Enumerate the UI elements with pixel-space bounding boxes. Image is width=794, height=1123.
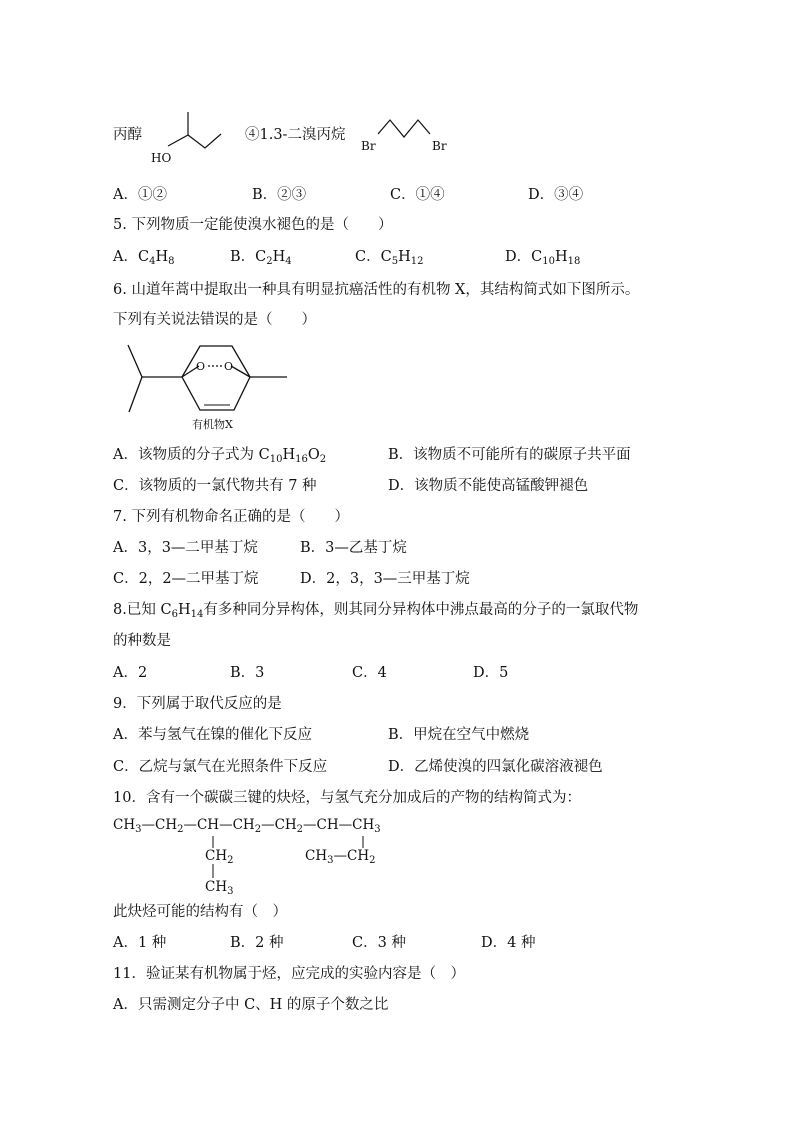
q5-option-b: B．$C_2H_4$ [230, 249, 292, 267]
q8-stem-pre: 8.已知 [113, 602, 161, 618]
q10-branch2-left: $CH_3$ [305, 848, 334, 866]
q7-stem: 7. 下列有机物命名正确的是（ ） [113, 509, 349, 525]
q10-option-d: D．4 种 [481, 935, 536, 951]
q10-stem: 10．含有一个碳碳三键的炔烃，与氢气充分加成后的产物的结构简式为： [113, 790, 581, 806]
q5-option-a: A．$C_4H_8$ [113, 249, 175, 267]
q7-option-b: B．3—乙基丁烷 [300, 540, 407, 556]
q8-stem-line1 [113, 603, 638, 618]
q10-branch1-bottom: $CH_3$ [205, 879, 234, 897]
q10-option-a: A．1 种 [113, 935, 167, 951]
q6-option-a-formula: $C_{10}H_{16}O_2$ [258, 447, 327, 465]
q8-stem-line2: 的种数是 [113, 633, 171, 649]
q8-option-c: C．4 [352, 665, 387, 681]
q6-option-b: B．该物质不可能所有的碳原子共平面 [388, 447, 631, 463]
q10-option-c: C．3 种 [352, 935, 406, 951]
q10-main-chain: $CH_3—CH_2—CH—CH_2—CH_2—CH—CH_3$ [113, 817, 381, 835]
q11-stem: 11．验证某有机物属于烃，应完成的实验内容是（ ） [113, 966, 465, 982]
q6-option-d: D．该物质不能使高锰酸钾褪色 [388, 478, 589, 494]
q10-after: 此炔烃可能的结构有（ ） [113, 904, 287, 920]
q6-caption: 有机物X [192, 418, 233, 431]
o-left-label: O [196, 360, 206, 373]
q7-option-d: D．2，3，3—三甲基丁烷 [300, 571, 470, 587]
q4-option-d: D．③④ [528, 187, 584, 203]
q7-option-a: A．3，3—二甲基丁烷 [113, 540, 258, 556]
q9-option-c: C．乙烷与氯气在光照条件下反应 [113, 759, 328, 775]
q11-option-a: A．只需测定分子中 C、H 的原子个数之比 [113, 997, 389, 1013]
q5-stem: 5. 下列物质一定能使溴水褪色的是（ ） [113, 217, 393, 233]
q6-stem-line2: 下列有关说法错误的是（ ） [113, 312, 316, 328]
q8-option-d: D．5 [473, 665, 509, 681]
q4-option-a: A．①② [113, 187, 167, 203]
q4-label-left: 丙醇 [113, 127, 142, 143]
q4-option-c: C．①④ [390, 187, 445, 203]
q5-option-d: D．$C_{10}H_{18}$ [505, 249, 581, 267]
q9-stem: 9．下列属于取代反应的是 [113, 696, 282, 712]
q5-option-c: C．$C_5H_{12}$ [355, 249, 424, 267]
q8-stem-post: 有多种同分异构体，则其同分异构体中沸点最高的分子的一氯取代物 [203, 602, 639, 618]
q8-option-b: B．3 [230, 665, 265, 681]
q10-branch2: $CH_3—CH_2$ [305, 848, 376, 866]
o-right-label: O [224, 360, 234, 373]
dibromopropane-structure [358, 112, 468, 162]
q9-option-a: A．苯与氢气在镍的催化下反应 [113, 727, 312, 743]
q8-stem-formula: $C_6H_{14}$ [160, 602, 204, 620]
q6-option-c: C．该物质的一氯代物共有 7 种 [113, 478, 317, 494]
q9-option-d: D．乙烯使溴的四氯化碳溶液褪色 [388, 759, 603, 775]
organic-x-structure [122, 340, 302, 435]
propanol-structure [145, 110, 235, 170]
q10-branch-bonds [113, 834, 513, 914]
q4-item4: ④1.3-二溴丙烷 [245, 127, 346, 143]
q8-option-a: A．2 [113, 665, 148, 681]
q10-branch2-right: $CH_2$ [346, 848, 376, 866]
ho-label: HO [151, 151, 172, 165]
q10-branch1-top: $CH_2$ [205, 848, 234, 866]
q6-option-a [113, 448, 326, 463]
q6-stem-line1: 6. 山道年蒿中提取出一种具有明显抗癌活性的有机物 X，其结构简式如下图所示。 [113, 282, 640, 298]
br-left-label: Br [361, 139, 376, 153]
q4-option-b: B．②③ [252, 187, 307, 203]
q10-option-b: B．2 种 [230, 935, 284, 951]
q7-option-c: C．2，2—二甲基丁烷 [113, 571, 259, 587]
q9-option-b: B．甲烷在空气中燃烧 [388, 727, 530, 743]
q6-option-a-text: A．该物质的分子式为 [113, 447, 259, 463]
br-right-label: Br [432, 139, 447, 153]
